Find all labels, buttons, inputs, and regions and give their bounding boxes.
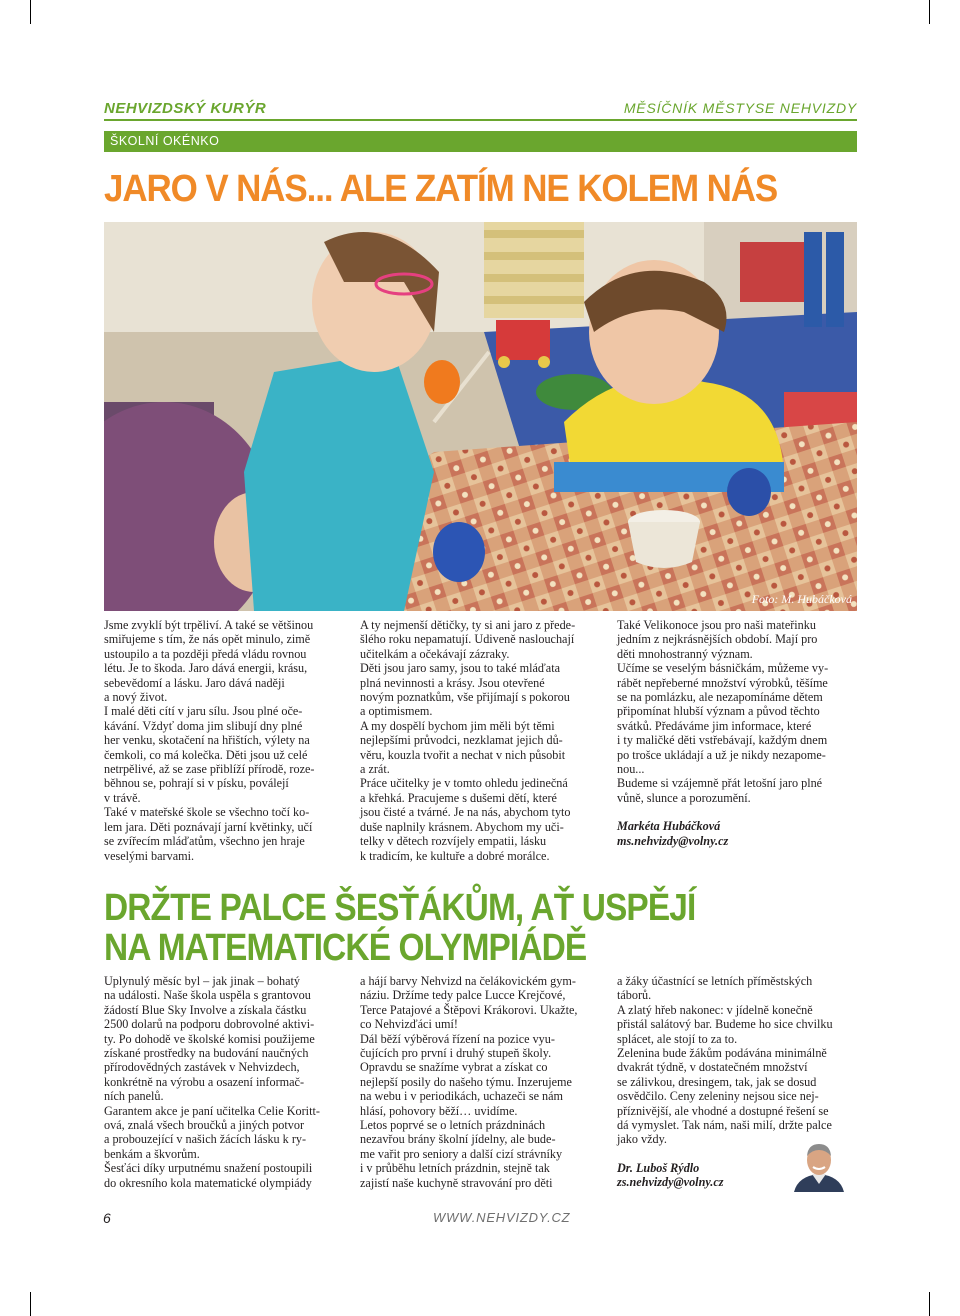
- article1-email: ms.nehvizdy@volny.cz: [617, 833, 729, 848]
- crop-mark-left-bottom: [30, 1292, 31, 1316]
- crop-mark-left: [30, 0, 31, 24]
- article2-author: Dr. Luboš Rýdlo: [617, 1160, 700, 1175]
- article2-email: zs.nehvizdy@volny.cz: [617, 1175, 724, 1190]
- author-portrait: [790, 1140, 848, 1192]
- publication-name: NEHVIZDSKÝ KURÝR: [104, 100, 267, 117]
- article1-author: Markéta Hubáčková: [617, 819, 721, 834]
- article1-text-3: Také Velikonoce jsou pro naši mateřinku jedním z nejkrásnějších období. Mají pro děti mnohostranný význam. Učíme se veselým básničkám, můžeme vy- rábět nepřeberné množství výrobků, těšíme se na pomlázku, ale nezapomínáme dětem připomínat hlubší význam a původ těchto svátků. Předáváme jim informace, které i ty maličké děti vstřebávají, každým dnem po trošce ukládají a už je nikdy nezapome- nou... Budeme si vzájemně přát letošní jaro plné vůně, slunce a porozumění.: [617, 618, 829, 805]
- article1-text-2: A ty nejmenší dětičky, ty si ani jaro z přede- šlého roku nepamatují. Udiveně naslouchají učitelkám a očekávají zázraky. Děti jsou jaro samy, jsou to také mláďata plná nevinnosti a krásy. Jsou otevřené novým poznatkům, vše přijímají s pokorou a optimismem. A my dospělí bychom jim měli být těmi nejlepšími průvodci, nezklamat jejich dů- věru, kouzla tvořit a nechat v nich působit a zrát. Práce učitelky je v tomto ohledu jedinečná a křehká. Pracujeme s dušemi dětí, které jsou čisté a tvárné. Je na nás, abychom tyto duše naplnily krásnem. Abychom my uči- telky v dětech rozvíjely empatii, lásku k tradicím, ke kultuře a dobré morálce.: [360, 618, 576, 863]
- article2-text-1: Uplynulý měsíc byl – jak jinak – bohatý na události. Naše škola uspěla s grantovou žádostí Blue Sky Involve a získala částku 2500 dolarů na podporu dobrovolné aktivi- ty. Po dohodě ve školské komisi použijeme získané prostředky na budování naučných přírodovědných zastávek v Nehvizdech, konkrétně na výrobu a osazení informač- ních panelů. Garantem akce je paní učitelka Celie Koritt- ová, znalá všech broučků a jiných potvor a probouzející v našich žácích lásku k ry- benkám a škvorům. Šesťáci díky urputnému snažení postoupili do okresního kola matematické olympiády: [104, 974, 320, 1190]
- article2-column-2: [360, 974, 610, 1190]
- article-title: JARO V NÁS... ALE ZATÍM NE KOLEM NÁS: [104, 168, 778, 210]
- section-bar: ŠKOLNÍ OKÉNKO: [104, 131, 857, 152]
- crop-mark-right: [929, 0, 930, 24]
- article1-column-1: [104, 618, 349, 863]
- page-number: 6: [103, 1210, 111, 1226]
- article2-title-line-2: NA MATEMATICKÉ OLYMPIÁDĚ: [104, 927, 587, 969]
- photo-credit: Foto: M. Hubáčková: [751, 592, 852, 606]
- publication-subtitle: MĚSÍČNÍK MĚSTYSE NEHVIZDY: [623, 100, 857, 116]
- article2-text-3: a žáky účastnící se letních příměstských táborů. A zlatý hřeb nakonec: v jídelně konečně přistál salátový bar. Budeme ho sice chvilku splácet, ale stojí to za to. Zelenina bude žákům podávána minimálně dvakrát týdně, v dostatečném množství se zálivkou, dresingem, tak, jak se dosud osvědčilo. Ceny zeleniny nejsou sice nej- příznivější, ale vhodné a dostupné řešení se dá vymyslet. Tak nám, naši milí, držte palce jako vždy.: [617, 974, 833, 1147]
- article2-title-line-1: DRŽTE PALCE ŠESŤÁKŮM, AŤ USPĚJÍ: [104, 887, 696, 929]
- article2-column-1: [104, 974, 349, 1190]
- header-rule: [104, 119, 857, 121]
- article1-column-2: [360, 618, 610, 863]
- article-photo: [104, 222, 857, 611]
- footer-website: WWW.NEHVIZDY.CZ: [433, 1210, 571, 1225]
- article2-text-2: a hájí barvy Nehvizd na čelákovickém gym- náziu. Držíme tedy palce Lucce Krejčové, Terce Patajové a Štěpovi Krákorovi. Ukažte, co Nehvizďáci umí! Dál běží výběrová řízení na pozice vyu- čujících pro první i druhý stupeň školy. Opravdu se snažíme vybrat a získat co nejlepší posily do našeho týmu. Inzerujeme na webu i v periodikách, uchazeči se nám hlásí, pohovory běží… uvidíme. Letos poprvé se o letních prázdninách nezavřou brány školní jídelny, ale bude- me vařit pro seniory a další cizí strávníky i v průběhu letních prázdnin, stejně tak zajistí naše kuchyně stravování pro děti: [360, 974, 578, 1190]
- article1-text-1: Jsme zvyklí být trpěliví. A také se většinou smiřujeme s tím, že nás opět minulo, zimě ustoupilo a ta později předá vládu rovnou létu. Je to škoda. Jaro dává energii, krásu, sebevědomí a lásku. Jaro dává naději a nový život. I malé děti cítí v jaru sílu. Jsou plné oče- kávání. Vždyť doma jim slibují dny plné her venku, skotačení na hřištích, výlety na čemkoli, co má kolečka. Děti jsou už celé netrpělivé, až se zase přiblíží přírodě, roze- běhnou se, pohrají si v písku, poválejí v trávě. Také v mateřské škole se všechno točí ko- lem jara. Děti poznávají jarní květinky, učí se zvířecím mláďatům, všechno jen hraje veselými barvami.: [104, 618, 315, 863]
- crop-mark-right-bottom: [929, 1292, 930, 1316]
- article2-title: [104, 888, 773, 968]
- article1-column-3: [617, 618, 862, 848]
